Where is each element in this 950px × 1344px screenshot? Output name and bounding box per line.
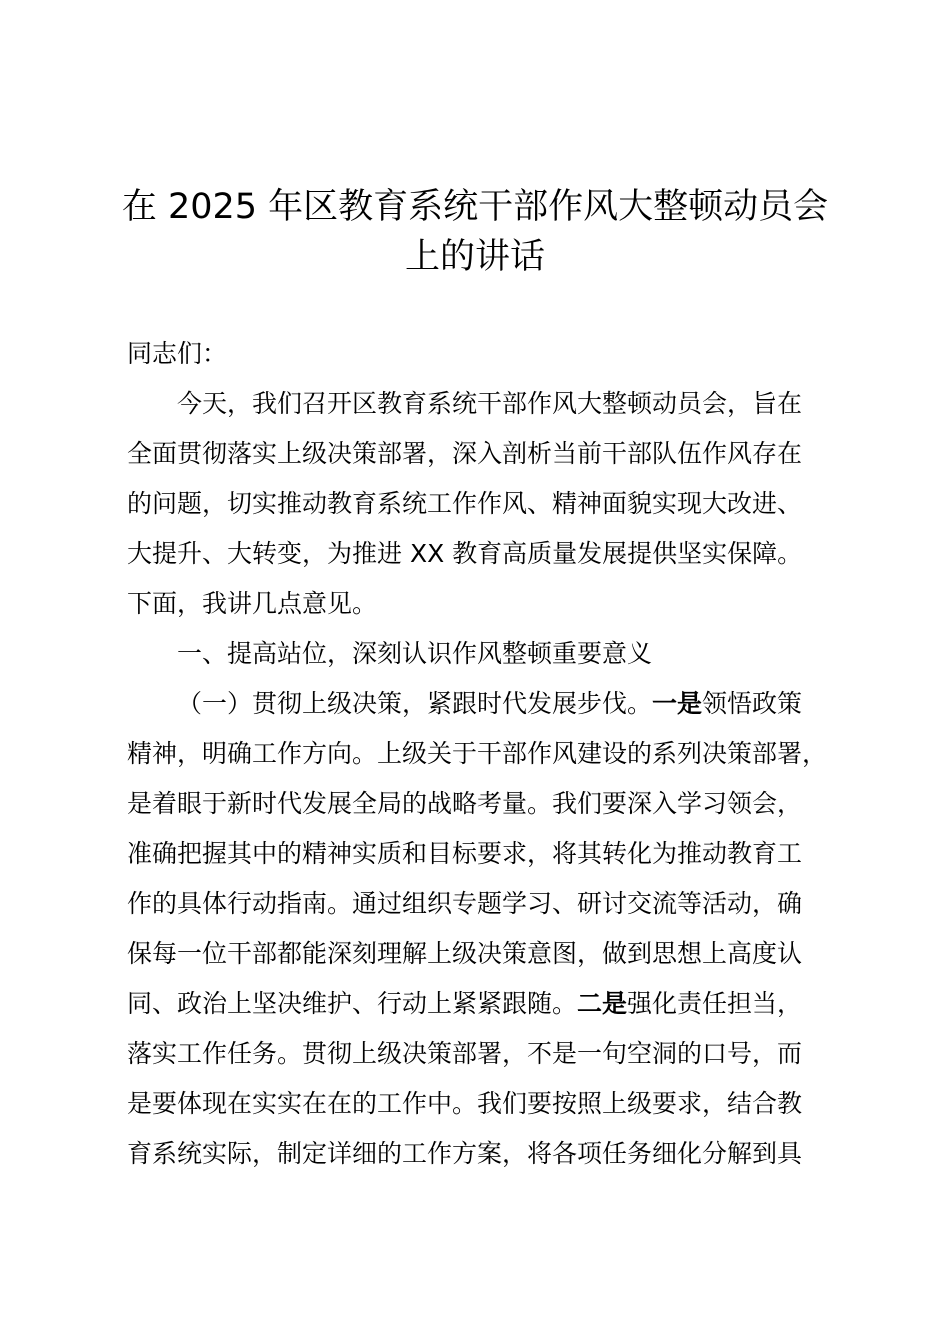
paragraph-2-line-5: 作的具体行动指南。通过组织专题学习、研讨交流等活动，确 [127,889,803,918]
paragraph-1-line-4: 大提升、大转变，为推进 XX 教育高质量发展提供坚实保障。 [127,539,803,568]
salutation: 同志们： [127,339,228,368]
paragraph-2-text: 领悟政策 [702,689,803,718]
paragraph-2-text: 同、政治上坚决维护、行动上紧紧跟随。 [127,989,578,1018]
paragraph-2-line-7 [127,979,847,1029]
paragraph-2-line-3: 是着眼于新时代发展全局的战略考量。我们要深入学习领会， [127,789,803,818]
paragraph-2-line-2: 精神，明确工作方向。上级关于干部作风建设的系列决策部署， [127,739,828,768]
section-heading-1: 一、提高站位，深刻认识作风整顿重要意义 [177,639,653,668]
paragraph-1-line-1: 今天，我们召开区教育系统干部作风大整顿动员会，旨在 [177,389,803,418]
paragraph-2-line-4: 准确把握其中的精神实质和目标要求，将其转化为推动教育工 [127,839,803,868]
paragraph-1-line-2: 全面贯彻落实上级决策部署，深入剖析当前干部队伍作风存在 [127,439,803,468]
paragraph-2-text: 强化责任担当， [627,989,803,1018]
paragraph-2-line-8: 落实工作任务。贯彻上级决策部署，不是一句空洞的口号，而 [127,1039,803,1068]
paragraph-2-line-6: 保每一位干部都能深刻理解上级决策意图，做到思想上高度认 [127,939,803,968]
emphasis-first: 一是 [652,689,703,718]
paragraph-2-line-1 [127,679,897,729]
emphasis-second: 二是 [577,989,628,1018]
paragraph-1-line-5: 下面，我讲几点意见。 [127,589,378,618]
paragraph-1-line-3: 的问题，切实推动教育系统工作作风、精神面貌实现大改进、 [127,489,803,518]
document-title-line-1: 在 2025 年区教育系统干部作风大整顿动员会 [121,187,829,227]
subsection-heading: （一）贯彻上级决策，紧跟时代发展步伐。 [177,689,653,718]
document-title-line-2: 上的讲话 [404,237,545,277]
paragraph-2-line-9: 是要体现在实实在在的工作中。我们要按照上级要求，结合教 [127,1089,803,1118]
paragraph-2-line-10: 育系统实际，制定详细的工作方案，将各项任务细化分解到具 [127,1139,803,1168]
